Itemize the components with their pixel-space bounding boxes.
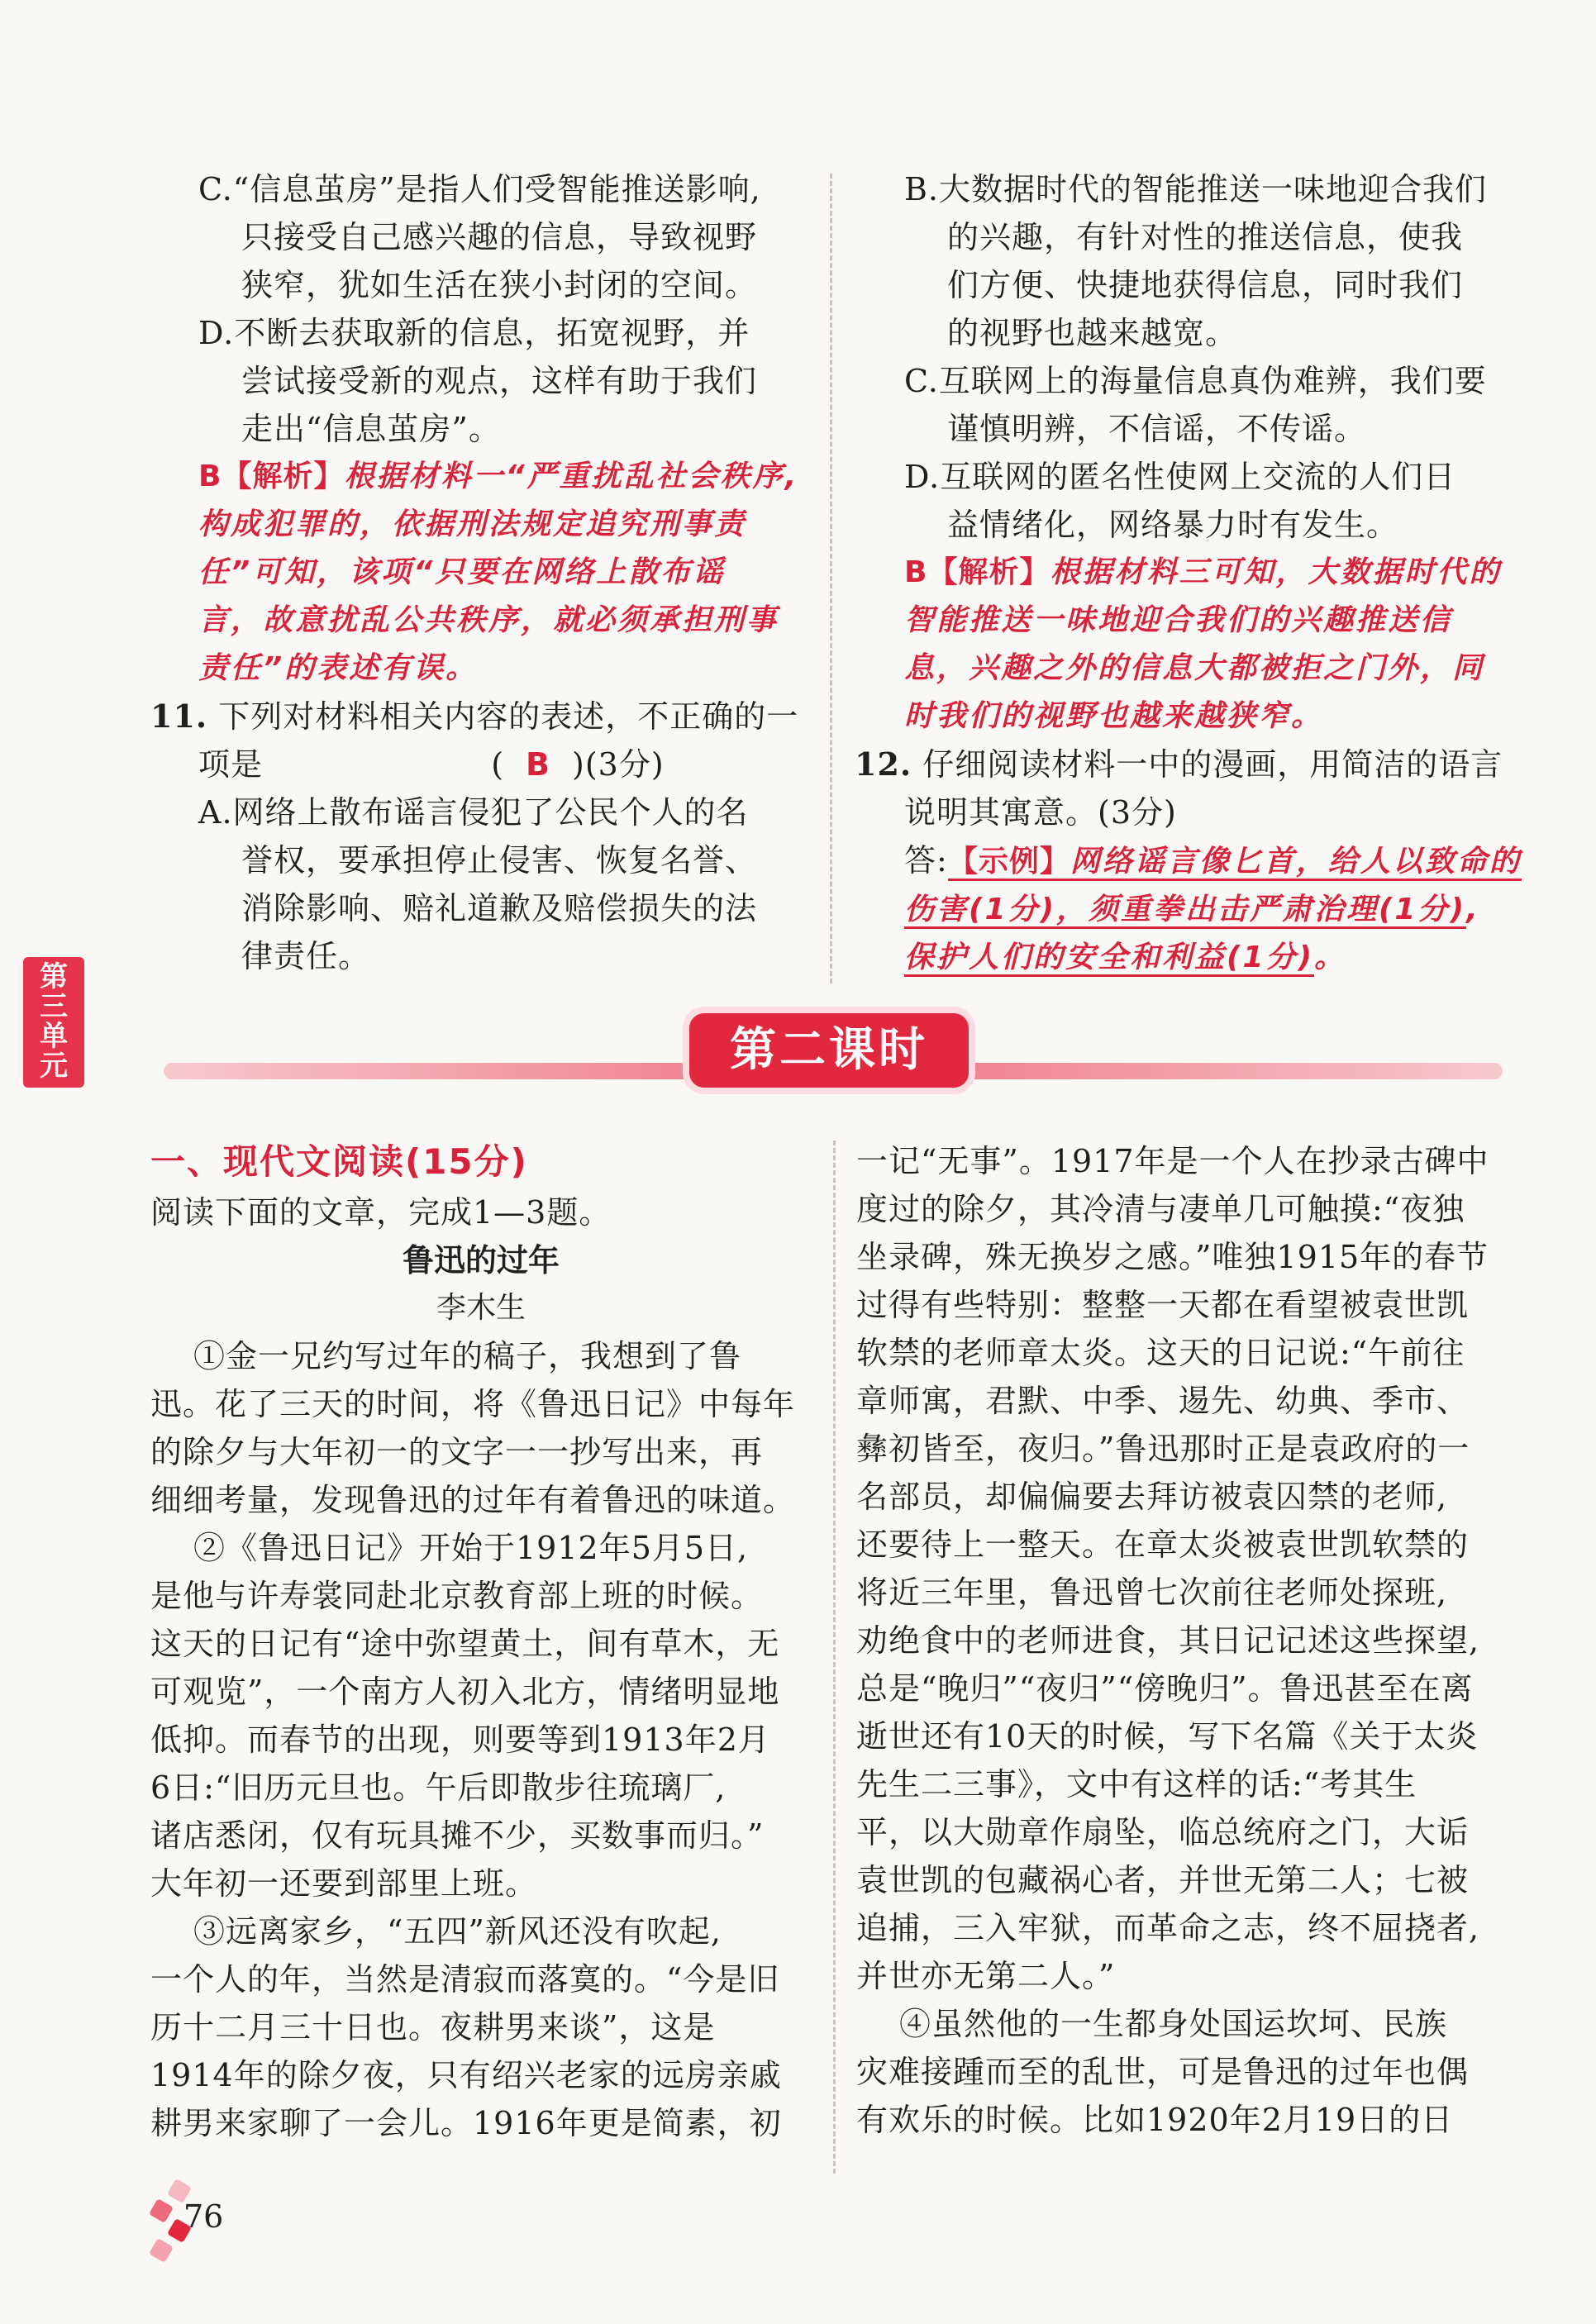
answer-bracket-close: ) <box>572 746 585 783</box>
paragraph-line: 耕男来家聊了一会儿。1916年更是简素，初 <box>150 2105 782 2141</box>
answer-line: 伤害(1分) <box>904 893 1056 929</box>
question-11 <box>150 693 810 741</box>
option-d-line: 走出“信息茧房”。 <box>241 411 501 447</box>
unit-tab-char: 单 <box>40 1020 68 1053</box>
q12-answer <box>904 836 1522 886</box>
question-number: 12. <box>855 745 912 783</box>
q11-analysis-line: 时我们的视野也越来越狭窄。 <box>904 699 1324 733</box>
article-author: 李木生 <box>436 1291 526 1325</box>
unit-tab-char: 第 <box>40 960 68 993</box>
q10-analysis <box>198 453 810 501</box>
paragraph-line: 1914年的除夕夜，只有绍兴老家的远房亲戚 <box>150 2057 782 2093</box>
q10-analysis-line: 构成犯罪的，依据刑法规定追究刑事责 <box>198 507 747 541</box>
q10-analysis-line: 任”可知，该项“只要在网络上散布谣 <box>198 555 726 589</box>
paragraph-line: 总是“晚归”“夜归”“傍晚归”。鲁迅甚至在离 <box>856 1670 1474 1707</box>
column-divider <box>833 1141 836 2174</box>
paragraph-line: 将近三年里，鲁迅曾七次前往老师处探班, <box>856 1574 1448 1611</box>
question-text: 仔细阅读材料一中的漫画，用简洁的语言 <box>922 746 1503 783</box>
q11-analysis-line: 息，兴趣之外的信息大都被拒之门外，同 <box>904 651 1485 685</box>
option-c-line: 谨慎明辨，不信谣，不传谣。 <box>947 411 1367 447</box>
paragraph-line: 劝绝食中的老师进食，其日记记述这些探望, <box>856 1622 1480 1659</box>
paragraph-line: ④虽然他的一生都身处国运坎坷、民族 <box>899 2006 1448 2042</box>
option-b-line: 们方便、快捷地获得信息，同时我们 <box>947 267 1464 303</box>
paragraph-line: 章师寓，君默、中季、逷先、幼典、季市、 <box>856 1383 1470 1419</box>
paragraph-line: 的除夕与大年初一的文字一一抄写出来，再 <box>150 1434 764 1470</box>
paragraph-line: 名部员，却偏偏要去拜访被袁囚禁的老师, <box>856 1479 1448 1515</box>
paragraph-line: 这天的日记有“途中弥望黄土，间有草木，无 <box>150 1626 780 1662</box>
q10-analysis-line: 责任”的表述有误。 <box>198 651 479 685</box>
paragraph-line: 追捕，三入牢狱，而革命之志，终不屈挠者, <box>856 1910 1480 1946</box>
option-c-line: C.“信息茧房”是指人们受智能推送影响, <box>198 171 761 207</box>
question-text: 项是 <box>198 746 264 783</box>
option-a-line: A.网络上散布谣言侵犯了公民个人的名 <box>198 794 749 831</box>
option-c-line: 狭窄，犹如生活在狭小封闭的空间。 <box>241 267 758 303</box>
paragraph-line: 还要待上一整天。在章太炎被袁世凯软禁的 <box>856 1526 1470 1563</box>
option-d-line: D.不断去获取新的信息，拓宽视野，并 <box>198 315 750 351</box>
option-a-line: 誉权，要承担停止侵害、恢复名誉、 <box>241 842 758 879</box>
option-c-line: C.互联网上的海量信息真伪难辨，我们要 <box>904 363 1487 399</box>
option-a-line: 消除影响、赔礼道歉及赔偿损失的法 <box>241 890 758 926</box>
paragraph-line: ②《鲁迅日记》开始于1912年5月5日, <box>193 1530 749 1566</box>
paragraph-line: 一记“无事”。1917年是一个人在抄录古碑中 <box>856 1143 1489 1179</box>
question-score: (3分) <box>584 746 665 783</box>
paragraph-line: 可观览”，一个南方人初入北方，情绪明显地 <box>150 1674 780 1710</box>
paragraph-line: 并世亦无第二人。” <box>856 1958 1116 1994</box>
answer-prefix: 答: <box>904 842 948 879</box>
paragraph-line: 灾难接踵而至的乱世，可是鲁迅的过年也偶 <box>856 2054 1470 2090</box>
q12-answer-line <box>904 934 1516 982</box>
analysis-text: 根据材料三可知，大数据时代的 <box>1050 555 1502 589</box>
paragraph-line: 历十二月三十日也。夜耕男来谈”，这是 <box>150 2009 716 2045</box>
paragraph-line: 逝世还有10天的时候，写下名篇《关于太炎 <box>856 1718 1479 1755</box>
paragraph-line: ①金一兄约写过年的稿子，我想到了鲁 <box>193 1338 742 1374</box>
column-divider <box>830 174 832 983</box>
paragraph-line: 是他与许寿裳同赴北京教育部上班的时候。 <box>150 1578 764 1614</box>
answer-line: , <box>1465 893 1480 926</box>
paragraph-line: 过得有些特别：整整一天都在看望被袁世凯 <box>856 1287 1470 1323</box>
article-title: 鲁迅的过年 <box>402 1242 560 1279</box>
answer-line: 。 <box>1313 941 1346 974</box>
paragraph-line: ③远离家乡，“五四”新风还没有吹起, <box>193 1913 722 1950</box>
paragraph-line: 袁世凯的包藏祸心者，并世无第二人；七被 <box>856 1862 1470 1898</box>
question-12-line2: 说明其寓意。(3分) <box>904 794 1177 831</box>
paragraph-line: 低抑。而春节的出现，则要等到1913年2月 <box>150 1722 770 1758</box>
q12-answer-line <box>904 886 1516 934</box>
q11-analysis-line: 智能推送一味地迎合我们的兴趣推送信 <box>904 603 1453 637</box>
answer-line: ，须重拳出击严肃治理(1分) <box>1056 893 1466 929</box>
answer-line: 网络谣言像匕首，给人以致命的 <box>1070 845 1522 879</box>
bottom-left-column <box>150 1137 812 2147</box>
unit-tab <box>23 957 84 1088</box>
question-number: 11. <box>150 698 208 735</box>
top-right-column <box>855 165 1522 982</box>
analysis-text: 根据材料一“严重扰乱社会秩序, <box>344 460 799 493</box>
answer-line: 保护人们的安全和利益(1分) <box>904 941 1314 977</box>
q10-analysis-line: 言，故意扰乱公共秩序，就必须承担刑事 <box>198 603 779 637</box>
paragraph-line: 软禁的老师章太炎。这天的日记说:“午前往 <box>856 1335 1465 1371</box>
analysis-label: B【解析】 <box>904 555 1051 589</box>
example-label: 【示例】 <box>947 845 1070 879</box>
unit-tab-char: 元 <box>40 1050 68 1083</box>
paragraph-line: 度过的除夕，其冷清与凄单几可触摸:“夜独 <box>856 1191 1465 1227</box>
option-b-line: 的视野也越来越宽。 <box>947 315 1238 351</box>
paragraph-line: 一个人的年，当然是清寂而落寞的。“今是旧 <box>150 1961 780 1998</box>
option-b-line: 的兴趣，有针对性的推送信息，使我 <box>947 219 1464 255</box>
paragraph-line: 有欢乐的时候。比如1920年2月19日的日 <box>856 2102 1454 2138</box>
option-d-line: 尝试接受新的观点，这样有助于我们 <box>241 363 758 399</box>
option-d-line: D.互联网的匿名性使网上交流的人们日 <box>904 459 1456 495</box>
decor-hexagon <box>149 2238 174 2263</box>
paragraph-line: 细细考量，发现鲁迅的过年有着鲁迅的味道。 <box>150 1482 796 1518</box>
option-a-line: 律责任。 <box>241 938 371 974</box>
question-text: 下列对材料相关内容的表述，不正确的一 <box>218 698 799 735</box>
bottom-right-column <box>856 1137 1517 2144</box>
lesson-banner: 第二课时 <box>683 1007 975 1094</box>
paragraph-line: 大年初一还要到部里上班。 <box>150 1865 538 1902</box>
answer-bracket-open: ( <box>491 746 505 783</box>
question-12 <box>855 741 1516 788</box>
answer-text <box>948 845 1522 881</box>
paragraph-line: 先生二三事》，文中有这样的话:“考其生 <box>856 1766 1417 1803</box>
q11-analysis <box>904 549 1516 597</box>
page-number: 76 <box>183 2198 224 2235</box>
top-left-column <box>150 165 810 980</box>
decor-hexagon <box>149 2198 174 2223</box>
section-title: 一、现代文阅读(15分) <box>150 1141 528 1182</box>
option-c-line: 只接受自己感兴趣的信息，导致视野 <box>241 219 758 255</box>
unit-tab-char: 三 <box>40 990 68 1023</box>
paragraph-line: 迅。花了三天的时间，将《鲁迅日记》中每年 <box>150 1386 796 1422</box>
q11-answer: B <box>526 746 550 783</box>
option-d-line: 益情绪化，网络暴力时有发生。 <box>947 507 1399 543</box>
paragraph-line: 坐录碑，殊无换岁之感。”唯独1915年的春节 <box>856 1239 1489 1275</box>
instruction: 阅读下面的文章，完成1—3题。 <box>150 1194 612 1231</box>
paragraph-line: 6日:“旧历元旦也。午后即散步往琉璃厂, <box>150 1769 727 1806</box>
analysis-label: B【解析】 <box>198 460 345 493</box>
question-11-line2 <box>198 741 810 788</box>
paragraph-line: 彝初皆至，夜归。”鲁迅那时正是袁政府的一 <box>856 1431 1470 1467</box>
option-b-line: B.大数据时代的智能推送一味地迎合我们 <box>904 171 1488 207</box>
paragraph-line: 平，以大勋章作扇坠，临总统府之门，大诟 <box>856 1814 1470 1850</box>
paragraph-line: 诸店悉闭，仅有玩具摊不少，买数事而归。” <box>150 1817 765 1854</box>
